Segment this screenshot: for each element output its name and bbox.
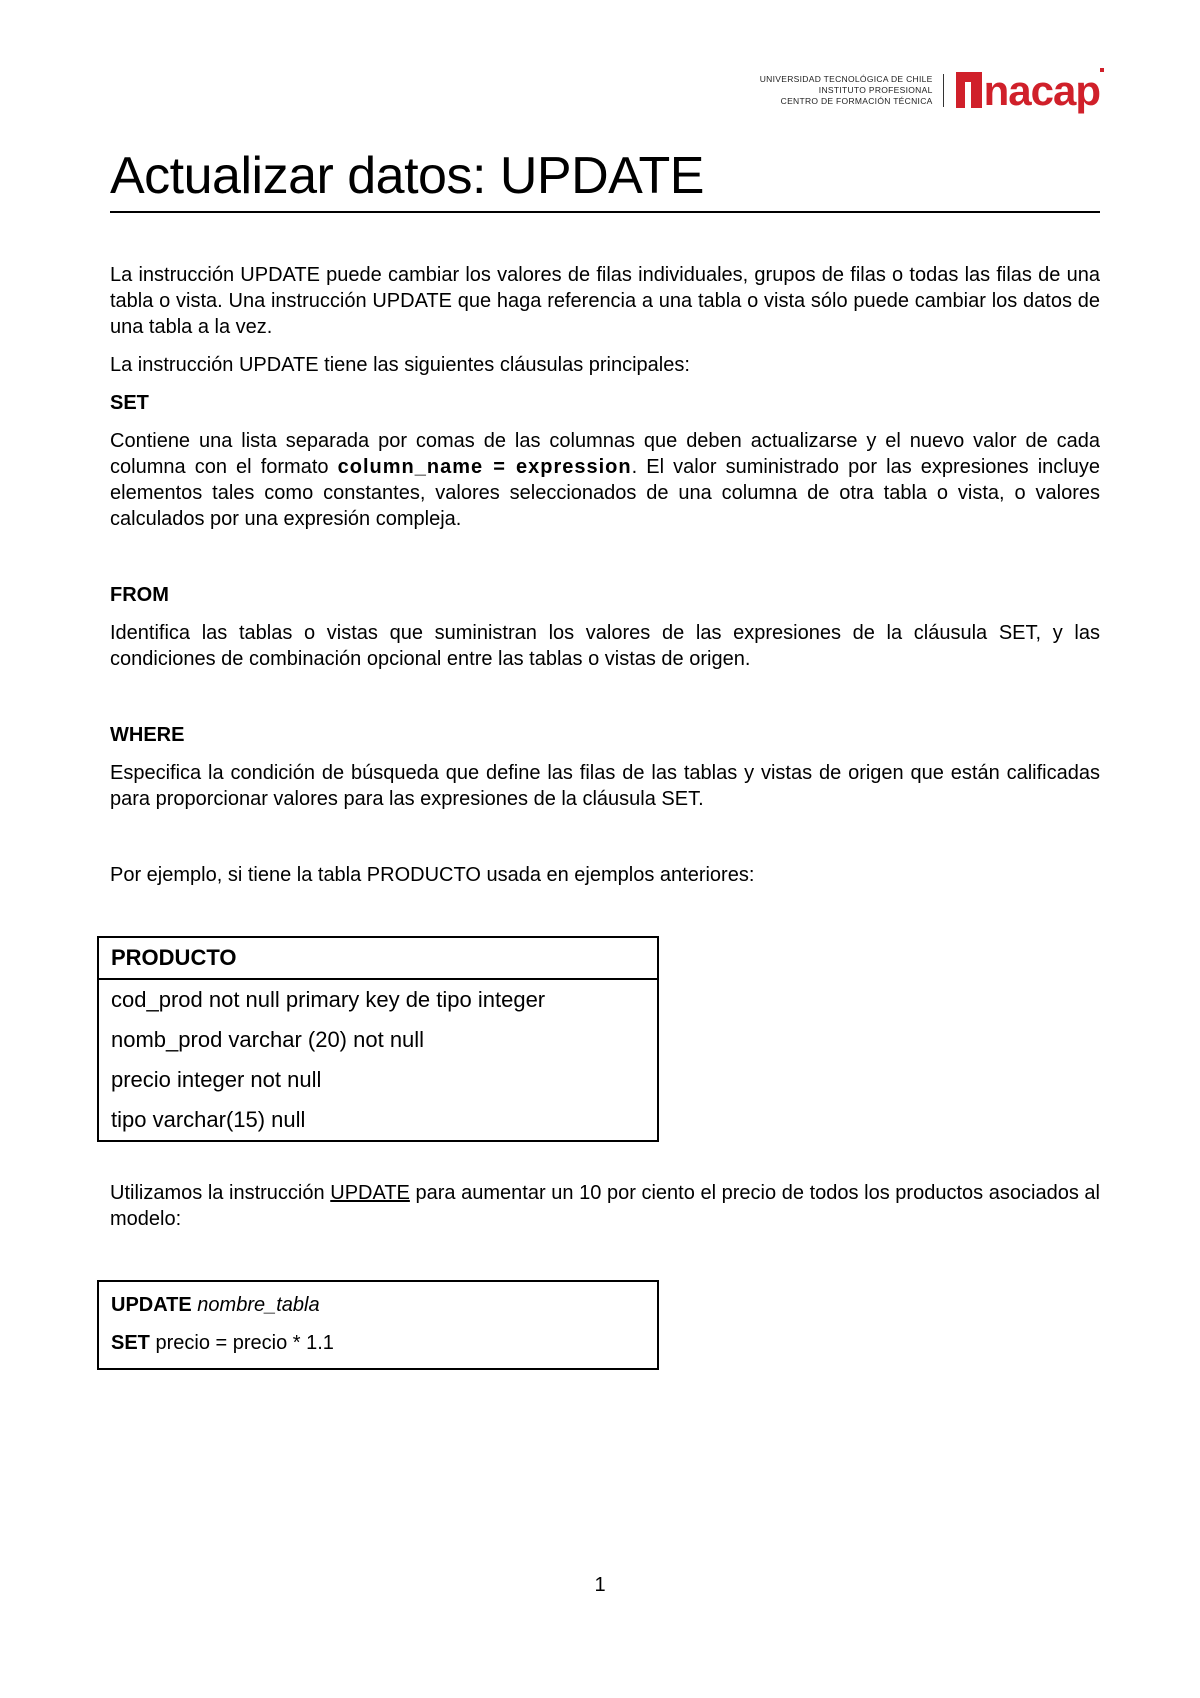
producto-table-box xyxy=(97,936,659,1142)
set-text-before: Contiene una lista separada por comas de las columnas que deben actualizarse y el nuevo valor de cada columna con el formato xyxy=(110,430,1100,478)
from-description: Identifica las tablas o vistas que suministran los valores de las expresiones de la cláusula SET, y las condiciones de combinación opcional entre las tablas o vistas de origen. xyxy=(110,622,1100,670)
set-heading: SET xyxy=(110,392,149,414)
intro-paragraph-2: La instrucción UPDATE tiene las siguientes cláusulas principales: xyxy=(110,354,690,376)
logo-dot xyxy=(1100,68,1104,72)
set-text-after: . El valor suministrado por las expresiones incluye elementos tales como constantes, valores seleccionados de una columna de otra tabla o vista, o valores calculados por una expresión compleja. xyxy=(110,456,1100,530)
from-heading: FROM xyxy=(110,584,169,606)
producto-field-row: tipo varchar(15) null xyxy=(111,1107,306,1132)
intro-paragraph-1: La instrucción UPDATE puede cambiar los valores de filas individuales, grupos de filas o todas las filas de una tabla o vista. Una instrucción UPDATE que haga referencia a una tabla o vista sólo puede cambiar los datos de una tabla a la vez. xyxy=(110,264,1100,338)
code-line-1 xyxy=(111,1286,645,1324)
usage-update-link: UPDATE xyxy=(330,1182,410,1204)
inacap-logo xyxy=(760,68,1100,112)
producto-field-row: precio integer not null xyxy=(111,1067,322,1092)
logo-line-3: CENTRO DE FORMACIÓN TÉCNICA xyxy=(780,95,933,106)
logo-line-1: UNIVERSIDAD TECNOLÓGICA DE CHILE xyxy=(759,73,933,84)
logo-i-square xyxy=(956,72,982,108)
producto-table-header: PRODUCTO xyxy=(99,938,657,980)
usage-text-after: para aumentar un 10 por ciento el precio de todos los productos asociados al modelo: xyxy=(110,1182,1100,1230)
producto-field-row: nomb_prod varchar (20) not null xyxy=(111,1027,425,1052)
code-set-expression: precio = precio * 1.1 xyxy=(149,1332,334,1354)
page-number: 1 xyxy=(594,1574,606,1596)
update-code-box xyxy=(97,1280,659,1370)
logo-institution-lines xyxy=(760,74,944,107)
usage-text-before: Utilizamos la instrucción xyxy=(110,1182,331,1204)
page-title: Actualizar datos: UPDATE xyxy=(110,147,704,205)
code-keyword-set: SET xyxy=(111,1332,150,1354)
logo-wordmark: nacap xyxy=(983,67,1100,114)
code-keyword-update: UPDATE xyxy=(111,1294,192,1316)
code-table-name: nombre_tabla xyxy=(191,1294,320,1316)
title-rule xyxy=(110,211,1100,213)
logo-line-2: INSTITUTO PROFESIONAL xyxy=(818,84,933,95)
code-line-2 xyxy=(111,1324,645,1362)
set-format: column_name = expression xyxy=(337,456,632,478)
where-heading: WHERE xyxy=(110,724,185,746)
where-description: Especifica la condición de búsqueda que define las filas de las tablas y vistas de origen que están calificadas para proporcionar valores para las expresiones de la cláusula SET. xyxy=(110,762,1100,810)
set-description xyxy=(110,428,1100,532)
example-intro: Por ejemplo, si tiene la tabla PRODUCTO usada en ejemplos anteriores: xyxy=(110,864,755,886)
producto-table-rows xyxy=(99,980,657,1140)
usage-paragraph xyxy=(110,1180,1100,1232)
logo-mark xyxy=(956,68,1100,112)
producto-field-row: cod_prod not null primary key de tipo integer xyxy=(111,987,546,1012)
